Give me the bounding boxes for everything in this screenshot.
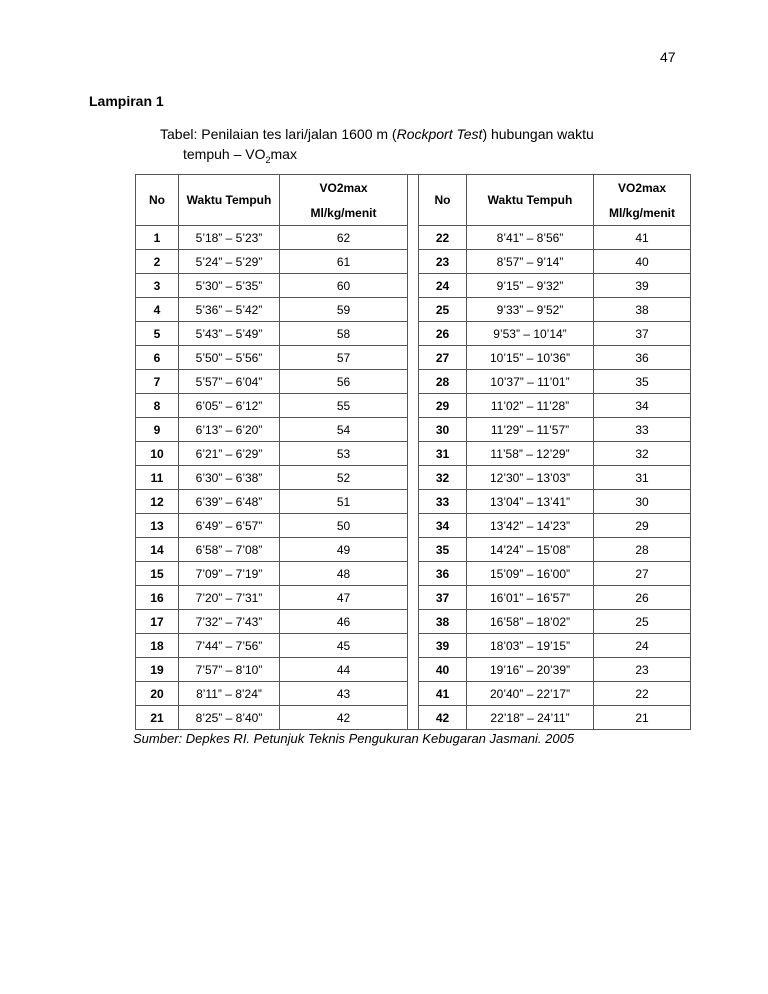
table-row xyxy=(136,634,691,658)
cell-vo2: 60 xyxy=(280,274,408,298)
cell-no: 40 xyxy=(419,658,467,682)
cell-no: 1 xyxy=(136,226,179,250)
cell-waktu: 16’01” – 16’57” xyxy=(467,586,594,610)
cell-vo2: 22 xyxy=(594,682,691,706)
cell-no: 8 xyxy=(136,394,179,418)
cell-vo2: 47 xyxy=(280,586,408,610)
cell-no: 5 xyxy=(136,322,179,346)
cell-vo2: 28 xyxy=(594,538,691,562)
cell-waktu: 18’03” – 19’15” xyxy=(467,634,594,658)
cell-waktu: 5’57” – 6’04” xyxy=(179,370,280,394)
header-unit: Ml/kg/menit xyxy=(594,200,691,226)
table-caption xyxy=(160,124,594,170)
cell-waktu: 6’13” – 6’20” xyxy=(179,418,280,442)
table-row xyxy=(136,274,691,298)
table-row xyxy=(136,706,691,730)
cell-no: 25 xyxy=(419,298,467,322)
header-no: No xyxy=(419,175,467,226)
cell-vo2: 58 xyxy=(280,322,408,346)
table-row xyxy=(136,346,691,370)
cell-waktu: 6’58” – 7’08” xyxy=(179,538,280,562)
spacer xyxy=(408,586,419,610)
cell-waktu: 5’18” – 5’23” xyxy=(179,226,280,250)
cell-vo2: 35 xyxy=(594,370,691,394)
header-waktu: Waktu Tempuh xyxy=(467,175,594,226)
cell-waktu: 7’09” – 7’19” xyxy=(179,562,280,586)
table-row xyxy=(136,466,691,490)
cell-vo2: 50 xyxy=(280,514,408,538)
spacer xyxy=(408,346,419,370)
header-vo2: VO2max xyxy=(594,175,691,201)
cell-waktu: 6’30” – 6’38” xyxy=(179,466,280,490)
cell-vo2: 54 xyxy=(280,418,408,442)
cell-no: 39 xyxy=(419,634,467,658)
cell-vo2: 37 xyxy=(594,322,691,346)
cell-waktu: 5’43” – 5’49” xyxy=(179,322,280,346)
cell-no: 27 xyxy=(419,346,467,370)
cell-no: 4 xyxy=(136,298,179,322)
cell-no: 33 xyxy=(419,490,467,514)
cell-no: 30 xyxy=(419,418,467,442)
spacer xyxy=(408,466,419,490)
cell-vo2: 57 xyxy=(280,346,408,370)
caption-text: max xyxy=(270,146,297,162)
spacer xyxy=(408,418,419,442)
spacer xyxy=(408,658,419,682)
cell-waktu: 14’24” – 15’08” xyxy=(467,538,594,562)
cell-waktu: 12’30” – 13’03” xyxy=(467,466,594,490)
cell-vo2: 25 xyxy=(594,610,691,634)
spacer xyxy=(408,634,419,658)
cell-vo2: 61 xyxy=(280,250,408,274)
cell-waktu: 9’53” – 10’14” xyxy=(467,322,594,346)
cell-waktu: 13’04” – 13’41” xyxy=(467,490,594,514)
cell-no: 31 xyxy=(419,442,467,466)
cell-waktu: 6’49” – 6’57” xyxy=(179,514,280,538)
cell-no: 26 xyxy=(419,322,467,346)
cell-no: 32 xyxy=(419,466,467,490)
cell-vo2: 53 xyxy=(280,442,408,466)
cell-no: 16 xyxy=(136,586,179,610)
table-row xyxy=(136,610,691,634)
cell-vo2: 49 xyxy=(280,538,408,562)
cell-waktu: 13’42” – 14’23” xyxy=(467,514,594,538)
cell-no: 13 xyxy=(136,514,179,538)
spacer xyxy=(408,610,419,634)
cell-waktu: 5’50” – 5’56” xyxy=(179,346,280,370)
cell-no: 12 xyxy=(136,490,179,514)
table-row xyxy=(136,562,691,586)
cell-vo2: 46 xyxy=(280,610,408,634)
table-row xyxy=(136,322,691,346)
cell-vo2: 23 xyxy=(594,658,691,682)
cell-vo2: 39 xyxy=(594,274,691,298)
cell-waktu: 10’37” – 11’01” xyxy=(467,370,594,394)
caption-text: ) hubungan waktu xyxy=(482,126,594,142)
vo2max-table xyxy=(135,174,691,730)
table-row xyxy=(136,298,691,322)
spacer xyxy=(408,394,419,418)
cell-vo2: 36 xyxy=(594,346,691,370)
table-row xyxy=(136,442,691,466)
cell-waktu: 10’15” – 10’36” xyxy=(467,346,594,370)
cell-waktu: 11’58” – 12’29” xyxy=(467,442,594,466)
cell-no: 28 xyxy=(419,370,467,394)
cell-vo2: 56 xyxy=(280,370,408,394)
spacer xyxy=(408,298,419,322)
cell-waktu: 5’30” – 5’35” xyxy=(179,274,280,298)
cell-vo2: 27 xyxy=(594,562,691,586)
cell-vo2: 62 xyxy=(280,226,408,250)
cell-waktu: 19’16” – 20’39” xyxy=(467,658,594,682)
cell-vo2: 42 xyxy=(280,706,408,730)
cell-no: 11 xyxy=(136,466,179,490)
cell-vo2: 24 xyxy=(594,634,691,658)
cell-no: 2 xyxy=(136,250,179,274)
cell-vo2: 51 xyxy=(280,490,408,514)
table-row xyxy=(136,418,691,442)
cell-no: 3 xyxy=(136,274,179,298)
spacer xyxy=(408,226,419,250)
cell-vo2: 34 xyxy=(594,394,691,418)
cell-vo2: 26 xyxy=(594,586,691,610)
spacer xyxy=(408,274,419,298)
cell-waktu: 11’29” – 11’57” xyxy=(467,418,594,442)
spacer xyxy=(408,706,419,730)
cell-waktu: 8’11” – 8’24” xyxy=(179,682,280,706)
cell-waktu: 20’40” – 22’17” xyxy=(467,682,594,706)
cell-waktu: 7’20” – 7’31” xyxy=(179,586,280,610)
table-row xyxy=(136,682,691,706)
cell-no: 17 xyxy=(136,610,179,634)
cell-vo2: 45 xyxy=(280,634,408,658)
cell-no: 24 xyxy=(419,274,467,298)
cell-waktu: 9’33” – 9’52” xyxy=(467,298,594,322)
cell-no: 18 xyxy=(136,634,179,658)
cell-no: 29 xyxy=(419,394,467,418)
cell-waktu: 5’36” – 5’42” xyxy=(179,298,280,322)
table-row xyxy=(136,226,691,250)
spacer xyxy=(408,562,419,586)
cell-vo2: 41 xyxy=(594,226,691,250)
cell-no: 10 xyxy=(136,442,179,466)
cell-no: 6 xyxy=(136,346,179,370)
spacer xyxy=(408,514,419,538)
caption-italic: Rockport Test xyxy=(396,126,483,142)
spacer xyxy=(408,322,419,346)
spacer xyxy=(408,538,419,562)
table-row xyxy=(136,370,691,394)
cell-no: 34 xyxy=(419,514,467,538)
cell-vo2: 52 xyxy=(280,466,408,490)
spacer xyxy=(408,490,419,514)
spacer xyxy=(408,175,419,226)
cell-waktu: 6’05” – 6’12” xyxy=(179,394,280,418)
cell-vo2: 33 xyxy=(594,418,691,442)
table-row xyxy=(136,250,691,274)
cell-waktu: 6’21” – 6’29” xyxy=(179,442,280,466)
cell-no: 21 xyxy=(136,706,179,730)
cell-no: 23 xyxy=(419,250,467,274)
cell-waktu: 9’15” – 9’32” xyxy=(467,274,594,298)
header-vo2: VO2max xyxy=(280,175,408,201)
cell-no: 41 xyxy=(419,682,467,706)
spacer xyxy=(408,250,419,274)
source-note: Sumber: Depkes RI. Petunjuk Teknis Pengukuran Kebugaran Jasmani. 2005 xyxy=(133,731,575,746)
cell-vo2: 21 xyxy=(594,706,691,730)
cell-vo2: 48 xyxy=(280,562,408,586)
cell-waktu: 8’25” – 8’40” xyxy=(179,706,280,730)
cell-no: 35 xyxy=(419,538,467,562)
cell-waktu: 6’39” – 6’48” xyxy=(179,490,280,514)
cell-vo2: 44 xyxy=(280,658,408,682)
spacer xyxy=(408,682,419,706)
cell-no: 38 xyxy=(419,610,467,634)
cell-no: 15 xyxy=(136,562,179,586)
cell-no: 42 xyxy=(419,706,467,730)
cell-waktu: 15’09” – 16’00” xyxy=(467,562,594,586)
cell-no: 19 xyxy=(136,658,179,682)
cell-vo2: 30 xyxy=(594,490,691,514)
table-row xyxy=(136,394,691,418)
spacer xyxy=(408,442,419,466)
header-no: No xyxy=(136,175,179,226)
table-row xyxy=(136,490,691,514)
caption-text: Tabel: Penilaian tes lari/jalan 1600 m ( xyxy=(160,126,397,142)
cell-vo2: 32 xyxy=(594,442,691,466)
cell-waktu: 8’57” – 9’14” xyxy=(467,250,594,274)
cell-waktu: 7’44” – 7’56” xyxy=(179,634,280,658)
spacer xyxy=(408,370,419,394)
cell-vo2: 40 xyxy=(594,250,691,274)
header-waktu: Waktu Tempuh xyxy=(179,175,280,226)
cell-waktu: 22’18” – 24’11” xyxy=(467,706,594,730)
cell-waktu: 5’24” – 5’29” xyxy=(179,250,280,274)
cell-no: 9 xyxy=(136,418,179,442)
cell-no: 14 xyxy=(136,538,179,562)
header-unit: Ml/kg/menit xyxy=(280,200,408,226)
table-row xyxy=(136,538,691,562)
cell-waktu: 8’41” – 8’56” xyxy=(467,226,594,250)
appendix-heading: Lampiran 1 xyxy=(89,93,164,109)
cell-waktu: 16’58” – 18’02” xyxy=(467,610,594,634)
cell-no: 20 xyxy=(136,682,179,706)
page-number: 47 xyxy=(660,49,676,65)
caption-subscript: 2 xyxy=(265,154,271,165)
cell-vo2: 55 xyxy=(280,394,408,418)
table-row xyxy=(136,514,691,538)
cell-waktu: 7’57” – 8’10” xyxy=(179,658,280,682)
cell-no: 37 xyxy=(419,586,467,610)
caption-text: tempuh – VO xyxy=(183,146,266,162)
cell-vo2: 59 xyxy=(280,298,408,322)
cell-vo2: 38 xyxy=(594,298,691,322)
cell-vo2: 31 xyxy=(594,466,691,490)
cell-waktu: 7’32” – 7’43” xyxy=(179,610,280,634)
table-row xyxy=(136,586,691,610)
table-row xyxy=(136,658,691,682)
cell-no: 22 xyxy=(419,226,467,250)
cell-waktu: 11’02” – 11’28” xyxy=(467,394,594,418)
cell-no: 36 xyxy=(419,562,467,586)
cell-vo2: 29 xyxy=(594,514,691,538)
cell-no: 7 xyxy=(136,370,179,394)
cell-vo2: 43 xyxy=(280,682,408,706)
